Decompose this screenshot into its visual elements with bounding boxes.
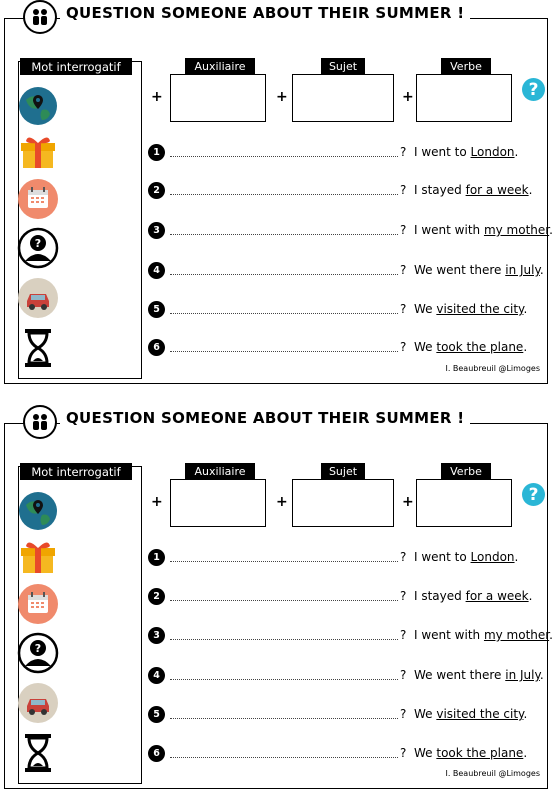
row-question-mark: ? (400, 145, 407, 159)
answer-sentence: We visited the city. (414, 707, 528, 721)
car-icon (16, 276, 60, 320)
underlined-phrase: visited the city (436, 302, 524, 316)
plus-sign: + (151, 89, 163, 105)
answer-sentence: I stayed for a week. (414, 589, 533, 603)
mot-interrogatif-label: Mot interrogatif (20, 58, 132, 75)
answer-line[interactable] (170, 757, 398, 758)
car-icon (16, 681, 60, 725)
credit-text: I. Beaubreuil @Limoges (445, 769, 540, 778)
row-question-mark: ? (400, 223, 407, 237)
verbe-box[interactable] (416, 74, 512, 122)
exercise-row (148, 627, 553, 645)
globe-icon (16, 84, 60, 128)
plus-sign: + (151, 494, 163, 510)
gift-icon (16, 129, 60, 173)
auxiliaire-label: Auxiliaire (185, 463, 255, 479)
answer-line[interactable] (170, 194, 398, 195)
underlined-phrase: visited the city (436, 707, 524, 721)
exercise-row (148, 706, 548, 724)
answer-line[interactable] (170, 639, 398, 640)
row-question-mark: ? (400, 263, 407, 277)
answer-sentence: I went to London. (414, 550, 519, 564)
underlined-phrase: in July (505, 668, 540, 682)
row-question-mark: ? (400, 746, 407, 760)
mot-interrogatif-label: Mot interrogatif (20, 463, 132, 480)
underlined-phrase: London (470, 550, 515, 564)
row-question-mark: ? (400, 668, 407, 682)
exercise-row (148, 339, 548, 357)
underlined-phrase: my mother (483, 628, 550, 642)
row-question-mark: ? (400, 302, 407, 316)
exercise-row (148, 301, 548, 319)
answer-sentence: I went with my mother. (414, 223, 553, 237)
exercise-row (148, 588, 548, 606)
verbe-label: Verbe (441, 58, 491, 74)
exercise-row (148, 667, 548, 685)
row-question-mark: ? (400, 183, 407, 197)
underlined-phrase: for a week (465, 183, 529, 197)
sujet-label: Sujet (321, 463, 365, 479)
row-question-mark: ? (400, 707, 407, 721)
underlined-phrase: took the plane (436, 746, 524, 760)
answer-line[interactable] (170, 718, 398, 719)
row-question-mark: ? (400, 340, 407, 354)
people-logo-icon (23, 0, 57, 34)
plus-sign: + (276, 494, 288, 510)
auxiliaire-label: Auxiliaire (185, 58, 255, 74)
auxiliaire-box[interactable] (170, 479, 266, 527)
exercise-row (148, 262, 548, 280)
answer-sentence: We went there in July. (414, 263, 544, 277)
calendar-icon (16, 177, 60, 221)
gift-icon (16, 534, 60, 578)
question-mark-icon: ? (522, 483, 545, 506)
person-question-icon (16, 226, 60, 270)
worksheet-2 (4, 405, 553, 785)
question-mark-icon: ? (522, 78, 545, 101)
underlined-phrase: took the plane (436, 340, 524, 354)
sujet-box[interactable] (292, 479, 394, 527)
auxiliaire-box[interactable] (170, 74, 266, 122)
answer-line[interactable] (170, 600, 398, 601)
answer-sentence: We went there in July. (414, 668, 544, 682)
answer-line[interactable] (170, 156, 398, 157)
row-number: 2 (148, 588, 165, 605)
svg-text:?: ? (34, 237, 42, 250)
underlined-phrase: London (470, 145, 515, 159)
row-question-mark: ? (400, 550, 407, 564)
worksheet-1 (4, 0, 553, 380)
verbe-label: Verbe (441, 463, 491, 479)
plus-sign: + (402, 494, 414, 510)
underlined-phrase: my mother (483, 223, 550, 237)
answer-line[interactable] (170, 561, 398, 562)
row-number: 5 (148, 706, 165, 723)
answer-line[interactable] (170, 313, 398, 314)
underlined-phrase: in July (505, 263, 540, 277)
row-number: 3 (148, 627, 165, 644)
row-number: 4 (148, 262, 165, 279)
answer-line[interactable] (170, 679, 398, 680)
answer-line[interactable] (170, 274, 398, 275)
sujet-box[interactable] (292, 74, 394, 122)
people-logo-icon (23, 405, 57, 439)
answer-sentence: I went with my mother. (414, 628, 553, 642)
row-number: 2 (148, 182, 165, 199)
globe-icon (16, 489, 60, 533)
row-number: 4 (148, 667, 165, 684)
sujet-label: Sujet (321, 58, 365, 74)
row-question-mark: ? (400, 589, 407, 603)
row-number: 6 (148, 339, 165, 356)
row-number: 6 (148, 745, 165, 762)
person-question-icon (16, 631, 60, 675)
exercise-row (148, 549, 548, 567)
hourglass-icon (16, 326, 60, 370)
underlined-phrase: for a week (465, 589, 529, 603)
calendar-icon (16, 582, 60, 626)
verbe-box[interactable] (416, 479, 512, 527)
answer-sentence: We took the plane. (414, 340, 528, 354)
row-number: 1 (148, 144, 165, 161)
credit-text: I. Beaubreuil @Limoges (445, 364, 540, 373)
hourglass-icon (16, 731, 60, 775)
row-number: 3 (148, 222, 165, 239)
answer-line[interactable] (170, 351, 398, 352)
answer-sentence: I went to London. (414, 145, 519, 159)
page-title: QUESTION SOMEONE ABOUT THEIR SUMMER ! (60, 4, 470, 22)
exercise-row (148, 222, 553, 240)
exercise-row (148, 182, 548, 200)
page-title: QUESTION SOMEONE ABOUT THEIR SUMMER ! (60, 409, 470, 427)
svg-text:?: ? (34, 642, 42, 655)
answer-line[interactable] (170, 234, 398, 235)
row-number: 1 (148, 549, 165, 566)
exercise-row (148, 745, 548, 763)
row-number: 5 (148, 301, 165, 318)
plus-sign: + (402, 89, 414, 105)
answer-sentence: We took the plane. (414, 746, 528, 760)
answer-sentence: I stayed for a week. (414, 183, 533, 197)
row-question-mark: ? (400, 628, 407, 642)
answer-sentence: We visited the city. (414, 302, 528, 316)
exercise-row (148, 144, 548, 162)
plus-sign: + (276, 89, 288, 105)
